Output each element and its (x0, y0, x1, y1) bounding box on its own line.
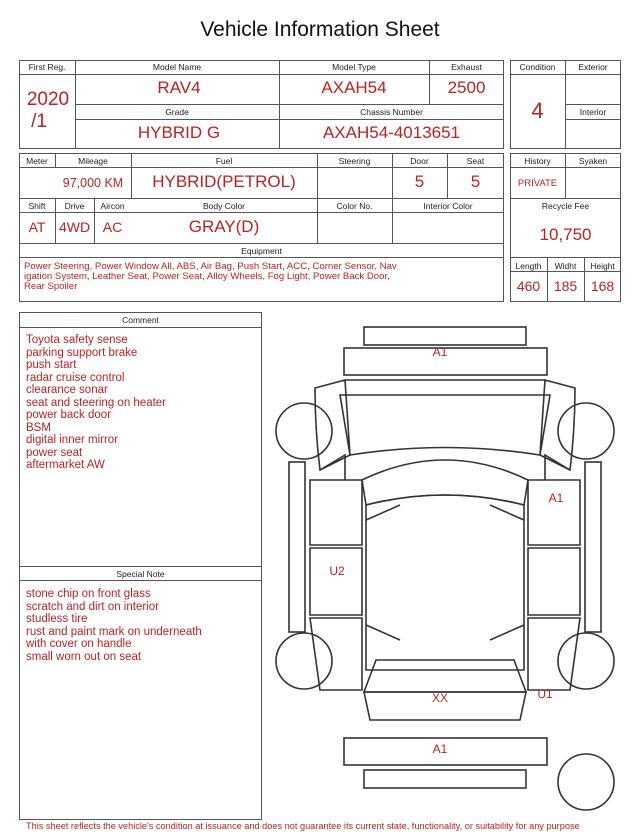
list-item: BSM (26, 421, 51, 434)
first-reg-month: /1 (31, 111, 47, 132)
seat-value: 5 (470, 172, 481, 191)
comment-label: Comment (122, 315, 159, 325)
grade-label: Grade (165, 107, 189, 117)
mark-rear-quarter: U1 (537, 687, 553, 701)
aircon-label: Aircon (100, 201, 125, 211)
mark-left-side: U2 (329, 564, 345, 578)
recycle-fee-label: Recycle Fee (541, 201, 590, 211)
length-value: 460 (516, 278, 541, 294)
body-color-value: GRAY(D) (188, 217, 260, 236)
equipment-line-2: igation System, Leather Seat, Power Seat, Alloy Wheels, Fog Light, Power Back Door, (24, 271, 390, 282)
door-value: 5 (414, 172, 425, 191)
door-label: Door (410, 156, 429, 166)
shift-label: Shift (28, 201, 46, 211)
first-reg-label: First Reg. (28, 62, 66, 72)
mark-front-bumper: A1 (432, 345, 448, 359)
model-name-value: RAV4 (157, 78, 201, 97)
length-label: Length (515, 261, 542, 271)
model-type-label: Model Type (332, 62, 376, 72)
model-name-label: Model Name (152, 62, 202, 72)
list-item: Toyota safety sense (26, 334, 128, 346)
chassis-label: Chassis Number (360, 107, 423, 117)
steering-label: Steering (338, 156, 371, 166)
list-item: studless tire (26, 613, 88, 625)
list-item: aftermarket AW (26, 459, 105, 471)
history-value: PRIVATE (517, 178, 558, 189)
meter-label: Meter (26, 156, 48, 166)
seat-label: Seat (466, 156, 485, 166)
mark-right-side: A1 (548, 491, 564, 505)
fuel-label: Fuel (215, 156, 233, 166)
equipment-line-1: Power Steering, Power Window All, ABS, Air Bag, Push Start, ACC, Corner Sensor, Nav (24, 261, 397, 272)
list-item: stone chip on front glass (26, 588, 151, 600)
exterior-label: Exterior (578, 62, 608, 72)
condition-label: Condition (519, 62, 556, 72)
interior-label: Interior (579, 107, 607, 117)
list-item: digital inner mirror (26, 434, 119, 446)
list-item: clearance sonar (26, 384, 108, 396)
fuel-value: HYBRID(PETROL) (152, 172, 296, 191)
condition-value: 4 (531, 98, 544, 123)
exhaust-label: Exhaust (451, 62, 482, 72)
history-label: History (524, 156, 551, 166)
grade-value: HYBRID G (137, 123, 221, 142)
exhaust-value: 2500 (447, 78, 486, 97)
width-value: 185 (553, 278, 578, 294)
mark-rear-glass: XX (431, 691, 448, 705)
list-item: power seat (26, 446, 83, 459)
list-item: small worn out on seat (26, 650, 142, 663)
mark-rear-bumper: A1 (432, 742, 448, 756)
drive-value: 4WD (58, 219, 91, 235)
page-title: Vehicle Information Sheet (200, 18, 440, 41)
list-item: push start (26, 359, 77, 371)
list-item: seat and steering on heater (26, 396, 167, 409)
list-item: radar cruise control (26, 371, 125, 384)
interior-color-label: Interior Color (423, 201, 473, 211)
drive-label: Drive (64, 201, 85, 211)
first-reg-year: 2020 (26, 89, 70, 110)
mileage-value: 97,000 KM (62, 176, 124, 190)
mileage-label: Mileage (78, 156, 108, 166)
height-value: 168 (590, 278, 615, 294)
list-item: rust and paint mark on underneath (26, 625, 202, 638)
model-type-value: AXAH54 (321, 78, 387, 97)
special-note-label: Special Note (116, 569, 165, 579)
height-label: Height (590, 261, 615, 271)
equipment-line-3: Rear Spoiler (24, 281, 78, 292)
disclaimer-footer: This sheet reflects the vehicle's condition at issuance and does not guarantee its current state, functionality, or suitability for any purpose (26, 821, 580, 831)
chassis-value: AXAH54-4013651 (322, 123, 461, 142)
list-item: scratch and dirt on interior (26, 600, 159, 613)
recycle-fee-value: 10,750 (539, 225, 592, 244)
body-color-label: Body Color (202, 201, 246, 211)
shift-value: AT (28, 219, 46, 235)
color-no-label: Color No. (336, 201, 373, 211)
width-label: Widht (554, 261, 577, 271)
equipment-label: Equipment (241, 246, 282, 256)
syaken-label: Syaken (578, 156, 608, 166)
aircon-value: AC (102, 219, 123, 235)
list-item: parking support brake (26, 346, 138, 359)
list-item: power back door (26, 409, 112, 421)
list-item: with cover on handle (26, 638, 132, 650)
